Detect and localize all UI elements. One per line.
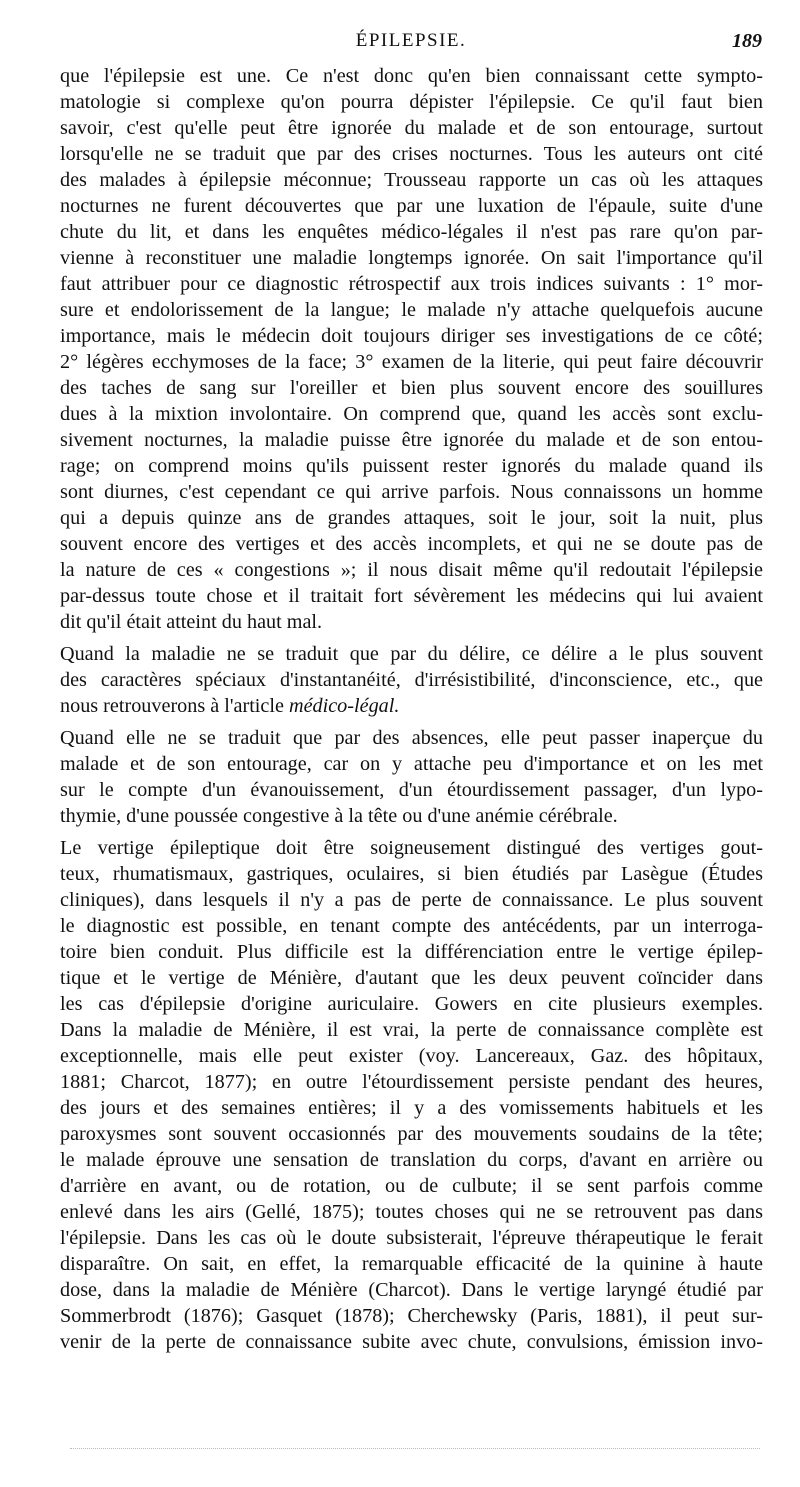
text-line: paroxysmes sont souvent occasionnés par des mouvements soudains de la tête; [60, 1123, 763, 1145]
text-line: thymie, d'une poussée congestive à la tête ou d'une anémie cérébrale. [60, 805, 618, 827]
text-line: toire bien conduit. Plus difficile est la différenciation entre le vertige épilep- [60, 941, 763, 963]
text-line: Le vertige épileptique doit être soigneusement distingué des vertiges gout- [60, 837, 763, 859]
text-line: qui a depuis quinze ans de grandes attaques, soit le jour, soit la nuit, plus [60, 507, 763, 529]
text-line: des taches de sang sur l'oreiller et bien plus souvent encore des souillures [60, 377, 763, 399]
text-line: 2° légères ecchymoses de la face; 3° examen de la literie, qui peut faire découvrir [60, 351, 763, 373]
text-line: la nature de ces « congestions »; il nous disait même qu'il redoutait l'épilepsie [60, 559, 763, 581]
paragraph-2 [60, 641, 763, 719]
text-line: sur le compte d'un évanouissement, d'un étourdissement passager, d'un lypo- [60, 779, 763, 801]
text-line: d'arrière en avant, ou de rotation, ou de culbute; il se sent parfois comme [60, 1175, 763, 1197]
footer-rule [70, 1448, 760, 1449]
text-line: que l'épilepsie est une. Ce n'est donc qu'en bien connaissant cette sympto- [60, 65, 763, 87]
text-line: vienne à reconstituer une maladie longtemps ignorée. On sait l'importance qu'il [60, 247, 763, 269]
text-line: malade et de son entourage, car on y attache peu d'importance et on les met [60, 753, 763, 775]
page-number: 189 [732, 30, 762, 52]
text-line: cliniques), dans lesquels il n'y a pas de perte de connaissance. Le plus souvent [60, 889, 763, 911]
text-line: matologie si complexe qu'on pourra dépister l'épilepsie. Ce qu'il faut bien [60, 91, 763, 113]
text-line: sont diurnes, c'est cependant ce qui arrive parfois. Nous connaissons un homme [60, 481, 763, 503]
text-line: dose, dans la maladie de Ménière (Charcot). Dans le vertige laryngé étudié par [60, 1279, 763, 1301]
text-line: sivement nocturnes, la maladie puisse être ignorée du malade et de son entou- [60, 429, 763, 451]
text-line: disparaître. On sait, en effet, la remarquable efficacité de la quinine à haute [60, 1253, 763, 1275]
text-line: des malades à épilepsie méconnue; Trousseau rapporte un cas où les attaques [60, 169, 763, 191]
text-line: le diagnostic est possible, en tenant compte des antécédents, par un interroga- [60, 915, 763, 937]
paragraph-4 [60, 835, 763, 1355]
text-line: enlevé dans les airs (Gellé, 1875); toutes choses qui ne se retrouvent pas dans [60, 1201, 763, 1223]
text-line: lorsqu'elle ne se traduit que par des crises nocturnes. Tous les auteurs ont cité [60, 143, 763, 165]
page-header [60, 30, 762, 54]
text-line: 1881; Charcot, 1877); en outre l'étourdissement persiste pendant des heures, [60, 1071, 763, 1093]
text-line: Sommerbrodt (1876); Gasquet (1878); Cherchewsky (Paris, 1881), il peut sur- [60, 1305, 763, 1327]
text-line: savoir, c'est qu'elle peut être ignorée du malade et de son entourage, surtout [60, 117, 763, 139]
paragraph-3 [60, 725, 763, 829]
text-line: le malade éprouve une sensation de translation du corps, d'avant en arrière ou [60, 1149, 763, 1171]
text-line: nocturnes ne furent découvertes que par une luxation de l'épaule, suite d'une [60, 195, 763, 217]
italic-term: médico-légal. [288, 695, 400, 717]
text-line: importance, mais le médecin doit toujours diriger ses investigations de ce côté; [60, 325, 763, 347]
text-line: Quand elle ne se traduit que par des absences, elle peut passer inaperçue du [60, 727, 763, 749]
text-line: des caractères spéciaux d'instantanéité, d'irrésistibilité, d'inconscience, etc., que [60, 669, 763, 691]
text-line: par-dessus toute chose et il traitait fort sévèrement les médecins qui lui avaient [60, 585, 763, 607]
text-line: exceptionnelle, mais elle peut exister (voy. Lancereaux, Gaz. des hôpitaux, [60, 1045, 763, 1067]
text-line: faut attribuer pour ce diagnostic rétrospectif aux trois indices suivants : 1° mor- [60, 273, 763, 295]
text-line: dit qu'il était atteint du haut mal. [60, 611, 323, 633]
text-line: sure et endolorissement de la langue; le malade n'y attache quelquefois aucune [60, 299, 763, 321]
text-line: l'épilepsie. Dans les cas où le doute subsisterait, l'épreuve thérapeutique le ferait [60, 1227, 763, 1249]
text-line: dues à la mixtion involontaire. On comprend que, quand les accès sont exclu- [60, 403, 763, 425]
text-line: chute du lit, et dans les enquêtes médico-légales il n'est pas rare qu'on par- [60, 221, 763, 243]
text-line: Quand la maladie ne se traduit que par du délire, ce délire a le plus souvent [60, 643, 763, 665]
text-line: rage; on comprend moins qu'ils puissent rester ignorés du malade quand ils [60, 455, 763, 477]
text-line: venir de la perte de connaissance subite avec chute, convulsions, émission invo- [60, 1331, 763, 1353]
text-line: des jours et des semaines entières; il y a des vomissements habituels et les [60, 1097, 763, 1119]
paragraph-1 [60, 63, 763, 635]
text-line-start: nous retrouverons à l'article [60, 695, 289, 717]
text-line: les cas d'épilepsie d'origine auriculaire. Gowers en cite plusieurs exemples. [60, 993, 763, 1015]
text-line: Dans la maladie de Ménière, il est vrai, la perte de connaissance complète est [60, 1019, 763, 1041]
text-line: tique et le vertige de Ménière, d'autant que les deux peuvent coïncider dans [60, 967, 763, 989]
text-line: souvent encore des vertiges et des accès incomplets, et qui ne se doute pas de [60, 533, 763, 555]
text-line: teux, rhumatismaux, gastriques, oculaires, si bien étudiés par Lasègue (Études [60, 863, 763, 885]
body-text [60, 63, 763, 1355]
running-title: ÉPILEPSIE. [355, 30, 467, 51]
text-line [60, 693, 763, 719]
